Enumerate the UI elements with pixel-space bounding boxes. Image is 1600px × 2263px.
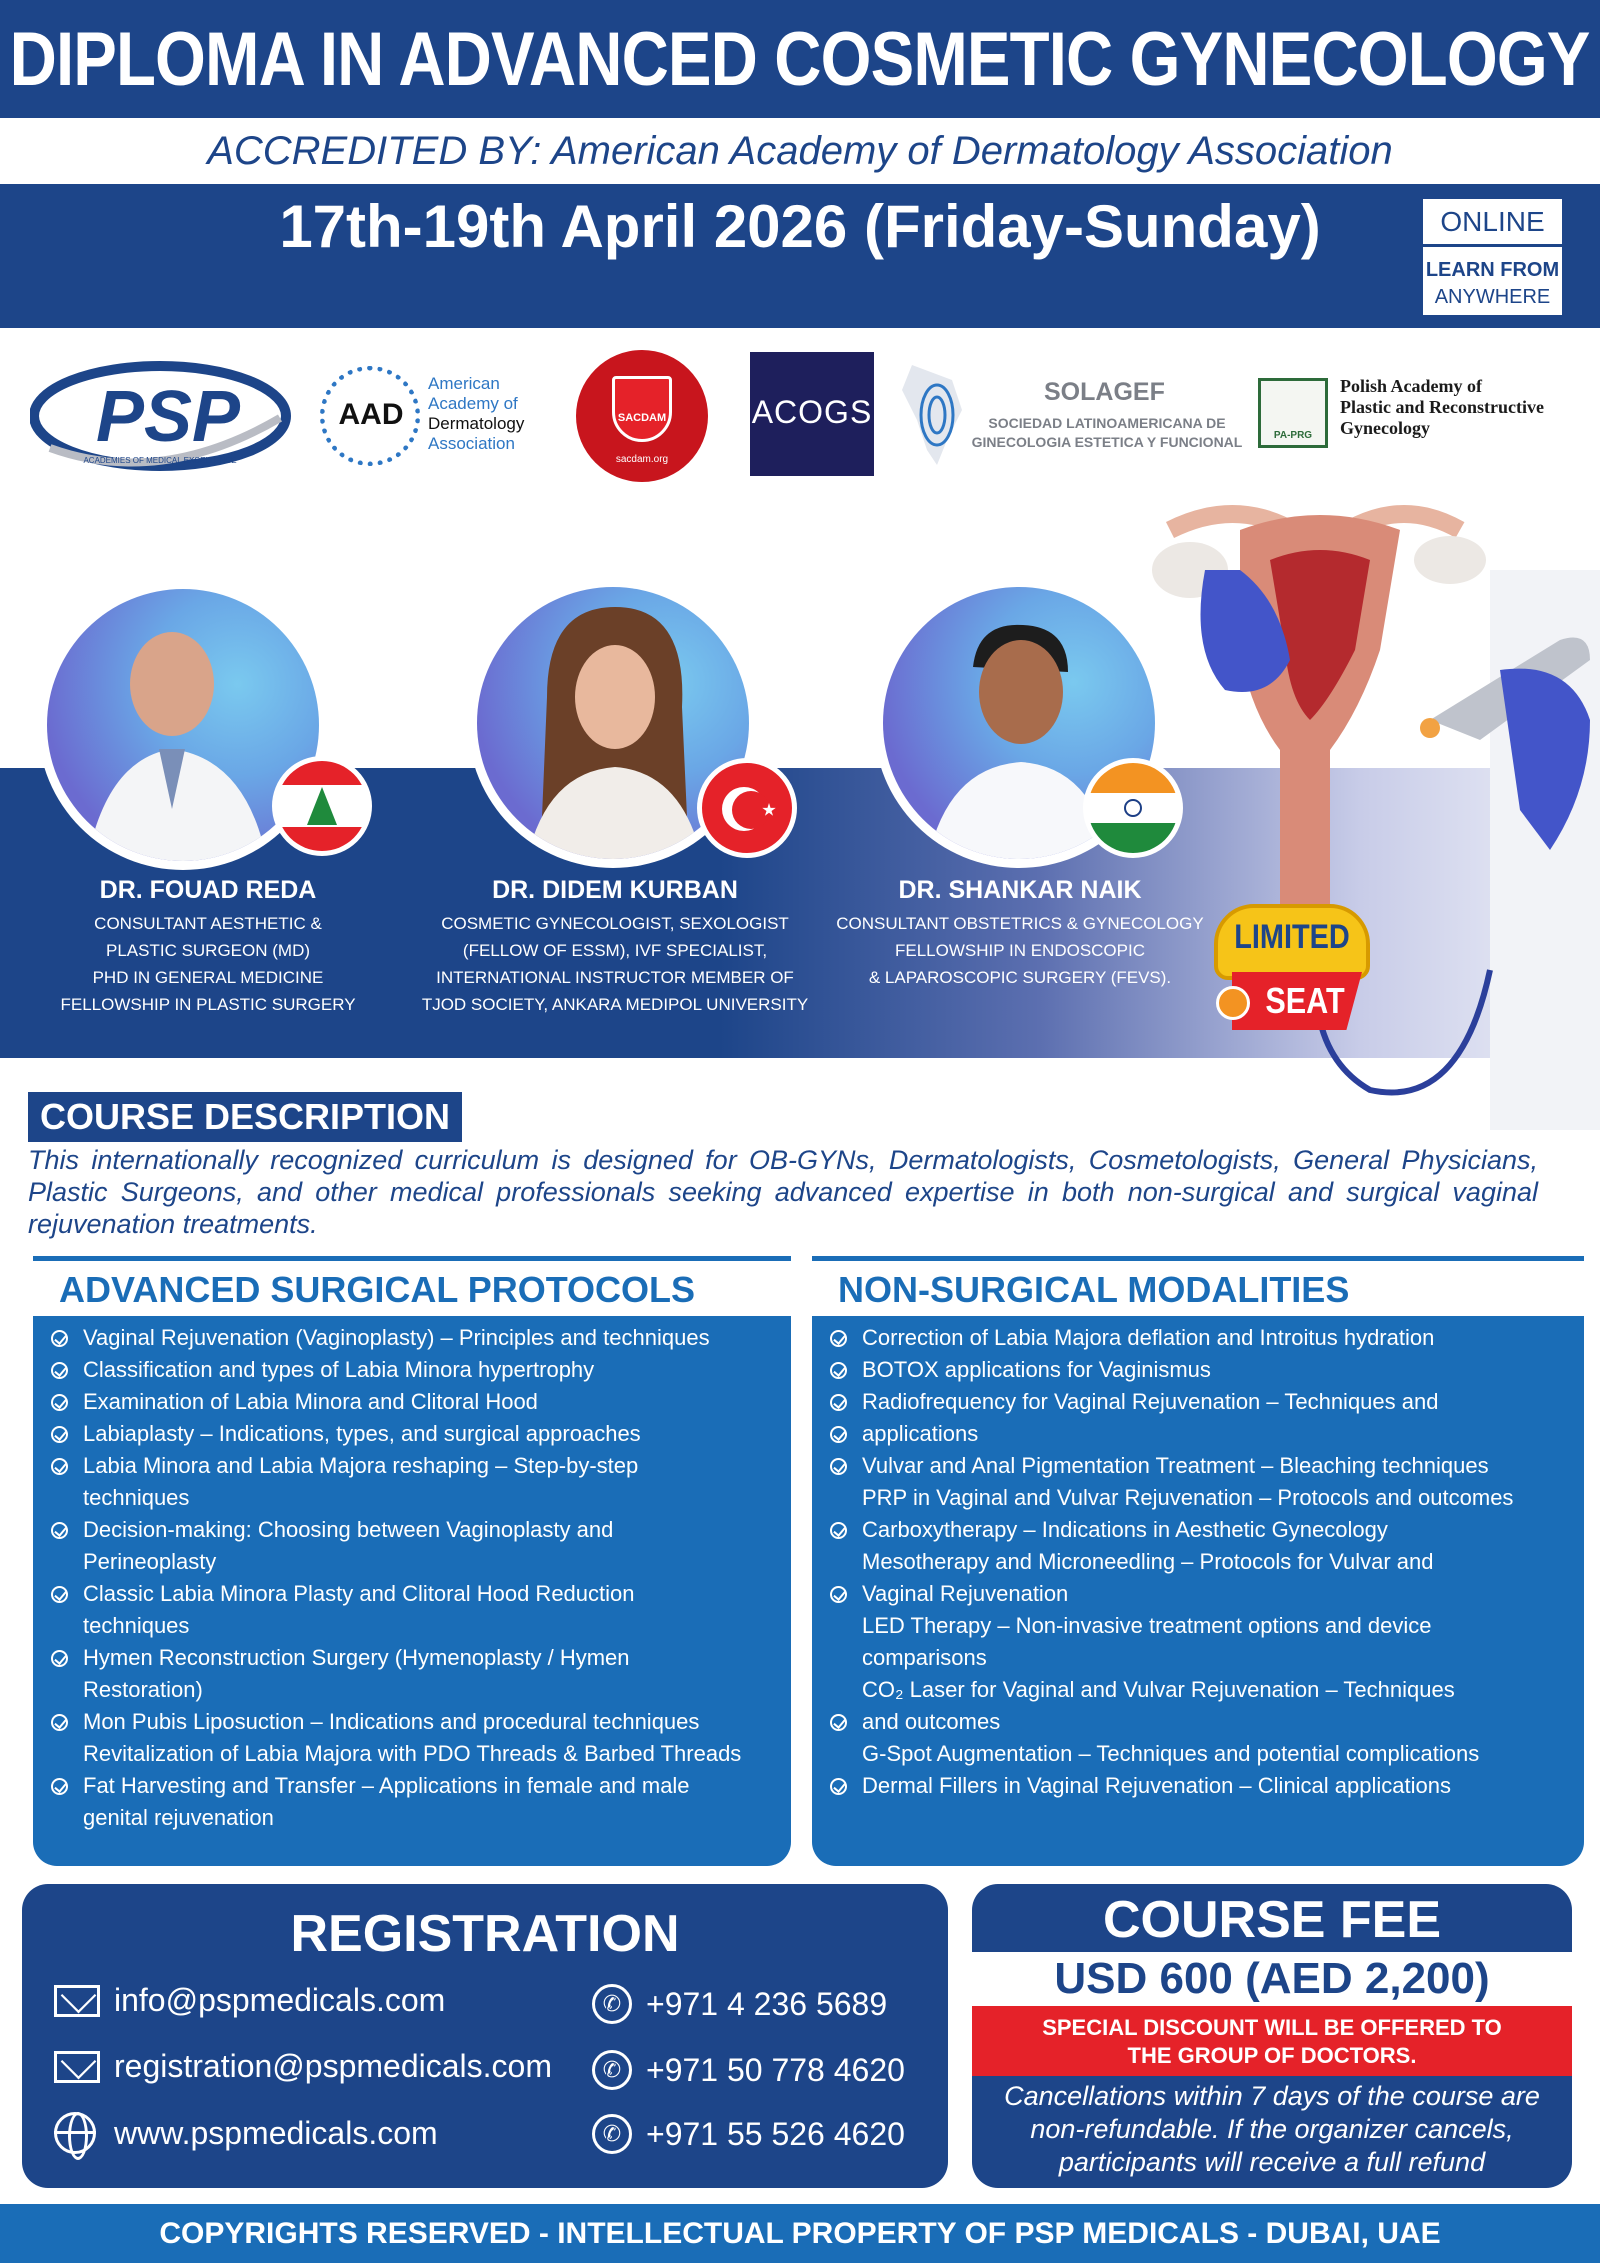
non-surgical-item	[830, 1610, 1513, 1642]
aad-logo	[320, 362, 540, 472]
surgical-item	[51, 1802, 741, 1834]
non-surgical-item	[830, 1354, 1513, 1386]
globe-icon	[54, 2112, 96, 2154]
surgical-item	[51, 1546, 741, 1578]
polish-academy-line2: Plastic and Reconstructive	[1340, 397, 1544, 417]
cancellation-policy: Cancellations within 7 days of the course are non-refundable. If the organizer cancels, participants will receive a full refund	[1004, 2081, 1540, 2177]
psp-tagline: ACADEMIES OF MEDICAL EXCELLENCE	[83, 456, 237, 465]
check-circle-icon	[830, 1714, 847, 1731]
footer-band	[0, 2204, 1600, 2263]
registration-phone-1[interactable]	[592, 1984, 887, 2024]
surgical-item-text: Fat Harvesting and Transfer – Applications in female and male	[83, 1773, 690, 1798]
surgical-item	[51, 1674, 741, 1706]
surgical-item-text: Hymen Reconstruction Surgery (Hymenoplasty / Hymen	[83, 1645, 630, 1670]
surgical-protocols-panel	[33, 1256, 791, 1866]
non-surgical-item	[830, 1386, 1513, 1418]
limited-badge-line1: LIMITED	[1234, 918, 1350, 956]
phone-1-link[interactable]: +971 4 236 5689	[646, 1985, 888, 2022]
limited-seat-badge	[1214, 904, 1370, 1054]
non-surgical-item	[830, 1546, 1513, 1578]
non-surgical-modalities-title: NON-SURGICAL MODALITIES	[838, 1269, 1350, 1310]
psp-logo	[30, 358, 292, 478]
surgical-item-text: Classic Labia Minora Plasty and Clitoral Hood Reduction	[83, 1581, 635, 1606]
surgical-item-text: techniques	[83, 1485, 190, 1510]
non-surgical-item	[830, 1482, 1513, 1514]
surgical-item	[51, 1354, 741, 1386]
online-badge-line2: ANYWHERE	[1434, 286, 1551, 308]
aad-line1: American	[428, 374, 500, 393]
psp-mark: PSP	[95, 377, 241, 457]
non-surgical-item	[830, 1322, 1513, 1354]
solagef-line2: GINECOLOGIA ESTETICA Y FUNCIONAL	[971, 434, 1243, 450]
registration-phone-2[interactable]	[592, 2050, 905, 2090]
course-fee-discount: SPECIAL DISCOUNT WILL BE OFFERED TO THE GROUP OF DOCTORS.	[1042, 2015, 1502, 2068]
non-surgical-item-text: Correction of Labia Majora deflation and Introitus hydration	[862, 1325, 1435, 1350]
email-registration-link[interactable]: registration@pspmedicals.com	[114, 2048, 552, 2084]
phone-icon: ✆	[592, 1984, 632, 2024]
non-surgical-item-text: LED Therapy – Non-invasive treatment options and device	[862, 1613, 1432, 1638]
non-surgical-item	[830, 1642, 1513, 1674]
clock-icon	[1216, 986, 1250, 1020]
surgical-protocols-header	[33, 1256, 791, 1316]
non-surgical-item	[830, 1738, 1513, 1770]
surgical-item-text: Labiaplasty – Indications, types, and surgical approaches	[83, 1421, 641, 1446]
non-surgical-item-text: CO₂ Laser for Vaginal and Vulvar Rejuvenation – Techniques	[862, 1677, 1455, 1702]
check-circle-icon	[51, 1362, 68, 1379]
registration-panel	[22, 1884, 948, 2188]
registration-website[interactable]	[54, 2112, 438, 2154]
accreditation-text: ACCREDITED BY: American Academy of Dermatology Association	[207, 128, 1393, 173]
pa-prg-mark: PA-PRG	[1273, 430, 1313, 441]
course-fee-amount: USD 600 (AED 2,200)	[1054, 1954, 1490, 2003]
polish-academy-name	[1340, 376, 1544, 439]
aad-name	[428, 374, 524, 454]
solagef-logo	[892, 360, 1262, 470]
non-surgical-item-text: Vulvar and Anal Pigmentation Treatment – Bleaching techniques	[862, 1453, 1489, 1478]
surgical-item-text: Labia Minora and Labia Majora reshaping – Step-by-step	[83, 1453, 639, 1478]
non-surgical-item-text: Carboxytherapy – Indications in Aesthetic Gynecology	[862, 1517, 1388, 1542]
surgical-item-text: Decision-making: Choosing between Vaginoplasty and	[83, 1517, 614, 1542]
surgical-item-text: genital rejuvenation	[83, 1805, 274, 1830]
surgical-item	[51, 1322, 741, 1354]
registration-email-info[interactable]	[54, 1982, 445, 2019]
surgical-item	[51, 1450, 741, 1482]
mail-icon	[54, 1985, 100, 2017]
surgical-item	[51, 1418, 741, 1450]
check-circle-icon	[51, 1650, 68, 1667]
surgical-item-text: Classification and types of Labia Minora hypertrophy	[83, 1357, 595, 1382]
course-fee-panel	[972, 1884, 1572, 2188]
phone-icon: ✆	[592, 2050, 632, 2090]
title-band	[0, 0, 1600, 118]
solagef-subtitle	[952, 414, 1262, 452]
non-surgical-item-text: PRP in Vaginal and Vulvar Rejuvenation – Protocols and outcomes	[862, 1485, 1514, 1510]
registration-title: REGISTRATION	[290, 1905, 680, 1963]
non-surgical-item-text: Vaginal Rejuvenation	[862, 1581, 1069, 1606]
india-flag-icon	[1083, 758, 1183, 858]
sacdam-url: sacdam.org	[615, 454, 669, 465]
limited-badge-line2: SEAT	[1265, 980, 1345, 1021]
speaker-name: DR. SHANKAR NAIK	[898, 876, 1142, 904]
course-description-label: COURSE DESCRIPTION	[28, 1092, 462, 1142]
non-surgical-item-text: BOTOX applications for Vaginismus	[862, 1357, 1211, 1382]
check-circle-icon	[830, 1394, 847, 1411]
speaker-description: COSMETIC GYNECOLOGIST, SEXOLOGIST (FELLOW OF ESSM), IVF SPECIALIST, INTERNATIONAL INSTRUCTOR MEMBER OF TJOD SOCIETY, ANKARA MEDIPOL UNIVERSITY	[421, 914, 809, 1014]
check-circle-icon	[830, 1586, 847, 1603]
surgical-protocols-title: ADVANCED SURGICAL PROTOCOLS	[59, 1269, 696, 1310]
surgical-item	[51, 1770, 741, 1802]
check-circle-icon	[51, 1586, 68, 1603]
phone-3-link[interactable]: +971 55 526 4620	[646, 2115, 905, 2152]
aad-line3: Dermatology	[428, 414, 525, 433]
non-surgical-modalities-list	[830, 1322, 1513, 1802]
copyright-notice: COPYRIGHTS RESERVED - INTELLECTUAL PROPERTY OF PSP MEDICALS - DUBAI, UAE	[159, 2216, 1441, 2250]
registration-email-registration[interactable]	[54, 2048, 552, 2085]
speaker-description: CONSULTANT AESTHETIC & PLASTIC SURGEON (MD) PHD IN GENERAL MEDICINE FELLOWSHIP IN PLASTIC SURGERY	[60, 914, 356, 1014]
course-dates: 17th-19th April 2026 (Friday-Sunday)	[279, 193, 1321, 260]
aad-mark: AAD	[338, 398, 404, 431]
check-circle-icon	[51, 1714, 68, 1731]
surgical-item-text: Revitalization of Labia Majora with PDO Threads & Barbed Threads	[83, 1741, 742, 1766]
phone-2-link[interactable]: +971 50 778 4620	[646, 2051, 905, 2088]
surgical-item	[51, 1578, 741, 1610]
non-surgical-item-text: Mesotherapy and Microneedling – Protocols for Vulvar and	[862, 1549, 1434, 1574]
website-link[interactable]: www.pspmedicals.com	[114, 2114, 438, 2151]
surgical-item	[51, 1610, 741, 1642]
sacdam-shield-icon	[612, 376, 672, 442]
date-band	[0, 184, 1600, 328]
aad-line4: Association	[428, 434, 515, 453]
sacdam-mark: SACDAM	[617, 412, 667, 424]
online-badge	[1420, 196, 1565, 318]
surgical-item-text: Mon Pubis Liposuction – Indications and procedural techniques	[83, 1709, 700, 1734]
non-surgical-item-text: Radiofrequency for Vaginal Rejuvenation – Techniques and	[862, 1389, 1439, 1414]
solagef-name: SOLAGEF	[1044, 378, 1165, 406]
speaker-description: CONSULTANT OBSTETRICS & GYNECOLOGY FELLOWSHIP IN ENDOSCOPIC & LAPAROSCOPIC SURGERY (FEVS).	[836, 914, 1204, 987]
check-circle-icon	[51, 1426, 68, 1443]
polish-academy-line1: Polish Academy of	[1340, 376, 1482, 396]
surgical-item-text: techniques	[83, 1613, 190, 1638]
non-surgical-item	[830, 1674, 1513, 1706]
acogs-mark: ACOGS	[751, 394, 873, 430]
surgical-item	[51, 1386, 741, 1418]
check-circle-icon	[830, 1426, 847, 1443]
aad-line2: Academy of	[428, 394, 518, 413]
non-surgical-item	[830, 1418, 1513, 1450]
non-surgical-item-text: Dermal Fillers in Vaginal Rejuvenation – Clinical applications	[862, 1773, 1451, 1798]
non-surgical-item	[830, 1706, 1513, 1738]
surgical-item-text: Perineoplasty	[83, 1549, 217, 1574]
check-circle-icon	[830, 1522, 847, 1539]
mail-icon	[54, 2051, 100, 2083]
surgical-item-text: Restoration)	[83, 1677, 203, 1702]
surgical-item	[51, 1706, 741, 1738]
non-surgical-item-text: applications	[862, 1421, 979, 1446]
surgical-item-text: Examination of Labia Minora and Clitoral Hood	[83, 1389, 538, 1414]
non-surgical-item	[830, 1450, 1513, 1482]
speaker-name: DR. FOUAD REDA	[99, 876, 317, 904]
online-badge-line1: LEARN FROM	[1425, 259, 1560, 281]
course-fee-title: COURSE FEE	[1102, 1891, 1442, 1949]
non-surgical-modalities-header	[812, 1256, 1584, 1316]
non-surgical-item	[830, 1578, 1513, 1610]
surgical-item	[51, 1738, 741, 1770]
acogs-logo	[750, 352, 874, 476]
accreditation-band	[0, 118, 1600, 184]
course-description-text: This internationally recognized curriculum is designed for OB-GYNs, Dermatologists, Cosmetologists, General Physicians, Plastic Surgeons, and other medical professionals seeking advanced expertise in both non-surgical and surgical vaginal rejuvenation treatments.	[28, 1145, 1538, 1239]
page-title: DIPLOMA IN ADVANCED COSMETIC GYNECOLOGY	[10, 16, 1590, 102]
non-surgical-item-text: comparisons	[862, 1645, 987, 1670]
non-surgical-modalities-panel	[812, 1256, 1584, 1866]
surgical-protocols-list	[51, 1322, 741, 1834]
check-circle-icon	[51, 1330, 68, 1347]
check-circle-icon	[51, 1394, 68, 1411]
check-circle-icon	[830, 1362, 847, 1379]
polish-academy-line3: Gynecology	[1340, 418, 1430, 438]
speaker-name: DR. DIDEM KURBAN	[492, 876, 738, 904]
surgical-item	[51, 1514, 741, 1546]
registration-phone-3[interactable]	[592, 2114, 905, 2154]
check-circle-icon	[51, 1522, 68, 1539]
check-circle-icon	[830, 1330, 847, 1347]
online-badge-top: ONLINE	[1423, 199, 1562, 247]
phone-icon: ✆	[592, 2114, 632, 2154]
surgical-item	[51, 1482, 741, 1514]
check-circle-icon	[830, 1458, 847, 1475]
check-circle-icon	[51, 1458, 68, 1475]
solagef-line1: SOCIEDAD LATINOAMERICANA DE	[988, 415, 1226, 431]
polish-academy-logo	[1258, 374, 1568, 456]
turkey-flag-icon	[697, 758, 797, 858]
check-circle-icon	[830, 1778, 847, 1795]
sacdam-logo	[572, 346, 712, 486]
check-circle-icon	[51, 1778, 68, 1795]
surgical-item	[51, 1642, 741, 1674]
non-surgical-item-text: G-Spot Augmentation – Techniques and potential complications	[862, 1741, 1480, 1766]
surgical-item-text: Vaginal Rejuvenation (Vaginoplasty) – Principles and techniques	[83, 1325, 710, 1350]
non-surgical-item	[830, 1770, 1513, 1802]
non-surgical-item	[830, 1514, 1513, 1546]
non-surgical-item-text: and outcomes	[862, 1709, 1001, 1734]
lebanon-flag-icon	[272, 756, 372, 856]
email-info-link[interactable]: info@pspmedicals.com	[114, 1982, 446, 2018]
